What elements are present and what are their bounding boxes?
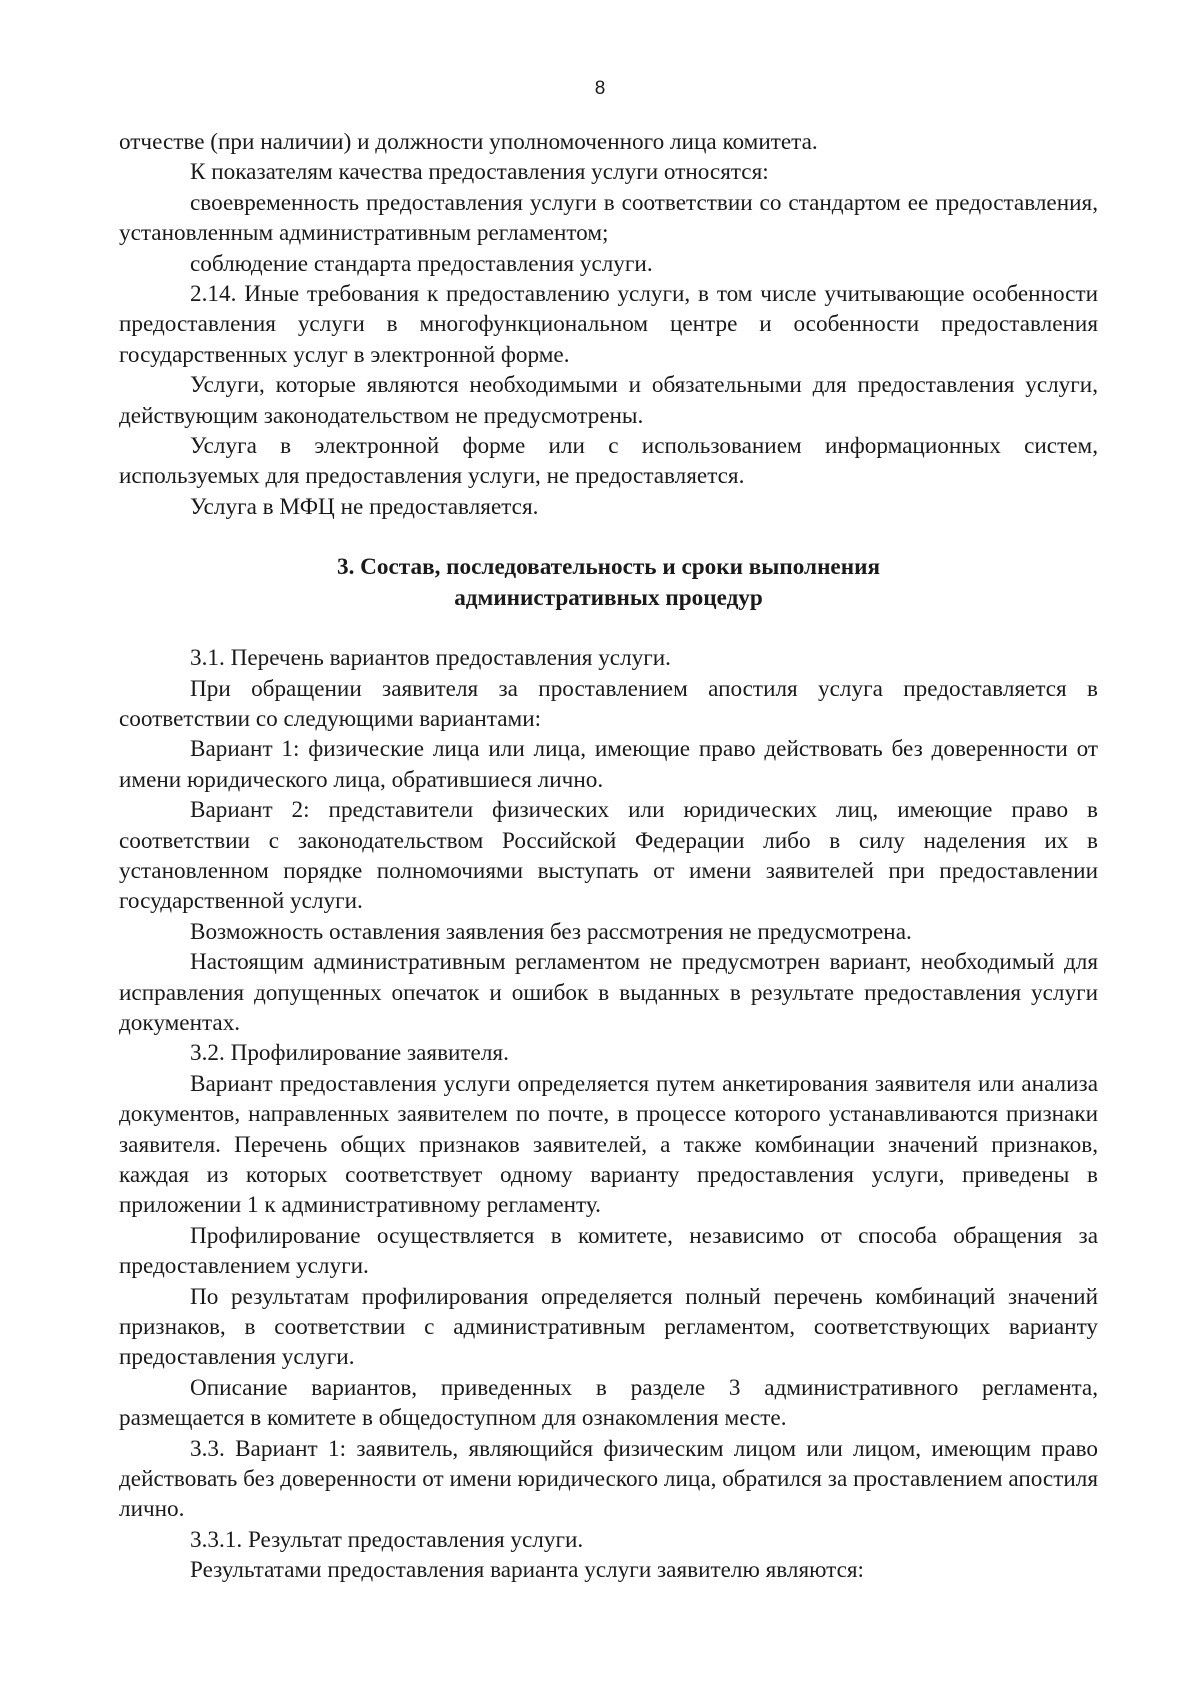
paragraph: Возможность оставления заявления без рассмотрения не предусмотрена.: [190, 918, 912, 945]
paragraph: Услуга в электронной форме или с использованием информационных систем, используемых для предоставления услуги, не предоставляется.: [119, 433, 1098, 490]
body-text: [119, 127, 1098, 1586]
paragraph: Вариант 1: физические лица или лица, имеющие право действовать без доверенности от имени юридического лица, обратившиеся лично.: [119, 736, 1098, 793]
paragraph: Вариант 2: представители физических или юридических лиц, имеющие право в соответствии с законодательством Российской Федерации либо в силу наделения их в установленном порядке полномочиями выступать от имени заявителей при предоставлении государственной услуги.: [119, 797, 1098, 915]
paragraph: 3.3. Вариант 1: заявитель, являющийся физическим лицом или лицом, имеющим право действовать без доверенности от имени юридического лица, обратился за проставлением апостиля лично.: [119, 1435, 1098, 1523]
paragraph: Услуга в МФЦ не предоставляется.: [190, 493, 539, 520]
paragraph: При обращении заявителя за проставлением апостиля услуга предоставляется в соответствии со следующими вариантами:: [119, 675, 1098, 732]
paragraph: Настоящим административным регламентом не предусмотрен вариант, необходимый для исправления допущенных опечаток и ошибок в выданных в результате предоставления услуги документах.: [119, 949, 1098, 1036]
paragraph: 3.1. Перечень вариантов предоставления услуги.: [190, 645, 671, 672]
paragraph: своевременность предоставления услуги в соответствии со стандартом ее предоставления, установленным административным регламентом;: [119, 189, 1098, 247]
section-title-line: административных процедур: [454, 584, 763, 611]
paragraph: По результатам профилирования определяется полный перечень комбинаций значений признаков, в соответствии с административным регламентом, соответствующих варианту предоставления услуги.: [119, 1283, 1098, 1371]
paragraph: Профилирование осуществляется в комитете, независимо от способа обращения за предоставлением услуги.: [119, 1222, 1098, 1280]
spacer: [119, 613, 1098, 643]
paragraph: соблюдение стандарта предоставления услуги.: [190, 250, 653, 277]
page-number: 8: [594, 78, 606, 99]
paragraph: Результатами предоставления варианта услуги заявителю являются:: [190, 1557, 864, 1584]
paragraph: 2.14. Иные требования к предоставлению услуги, в том числе учитывающие особенности предоставления услуги в многофункциональном центре и особенности предоставления государственных услуг в электронной форме.: [119, 281, 1098, 368]
paragraph: К показателям качества предоставления услуги относятся:: [190, 159, 769, 186]
section-title-line: 3. Состав, последовательность и сроки выполнения: [336, 554, 880, 581]
paragraph: 3.3.1. Результат предоставления услуги.: [190, 1526, 584, 1553]
paragraph: Вариант предоставления услуги определяется путем анкетирования заявителя или анализа документов, направленных заявителем по почте, в процессе которого устанавливаются признаки заявителя. Перечень общих признаков заявителей, а также комбинации значений признаков, каждая из которых соответствует одному варианту предоставления услуги, приведены в приложении 1 к административному регламенту.: [119, 1070, 1098, 1219]
paragraph: отчестве (при наличии) и должности уполномоченного лица комитета.: [119, 129, 818, 155]
paragraph: Услуги, которые являются необходимыми и обязательными для предоставления услуги, действующим законодательством не предусмотрены.: [119, 372, 1098, 429]
paragraph: 3.2. Профилирование заявителя.: [190, 1040, 509, 1067]
paragraph: Описание вариантов, приведенных в разделе 3 административного регламента, размещается в комитете в общедоступном для ознакомления месте.: [119, 1374, 1098, 1432]
section-heading: [119, 552, 1098, 613]
spacer: [119, 522, 1098, 552]
